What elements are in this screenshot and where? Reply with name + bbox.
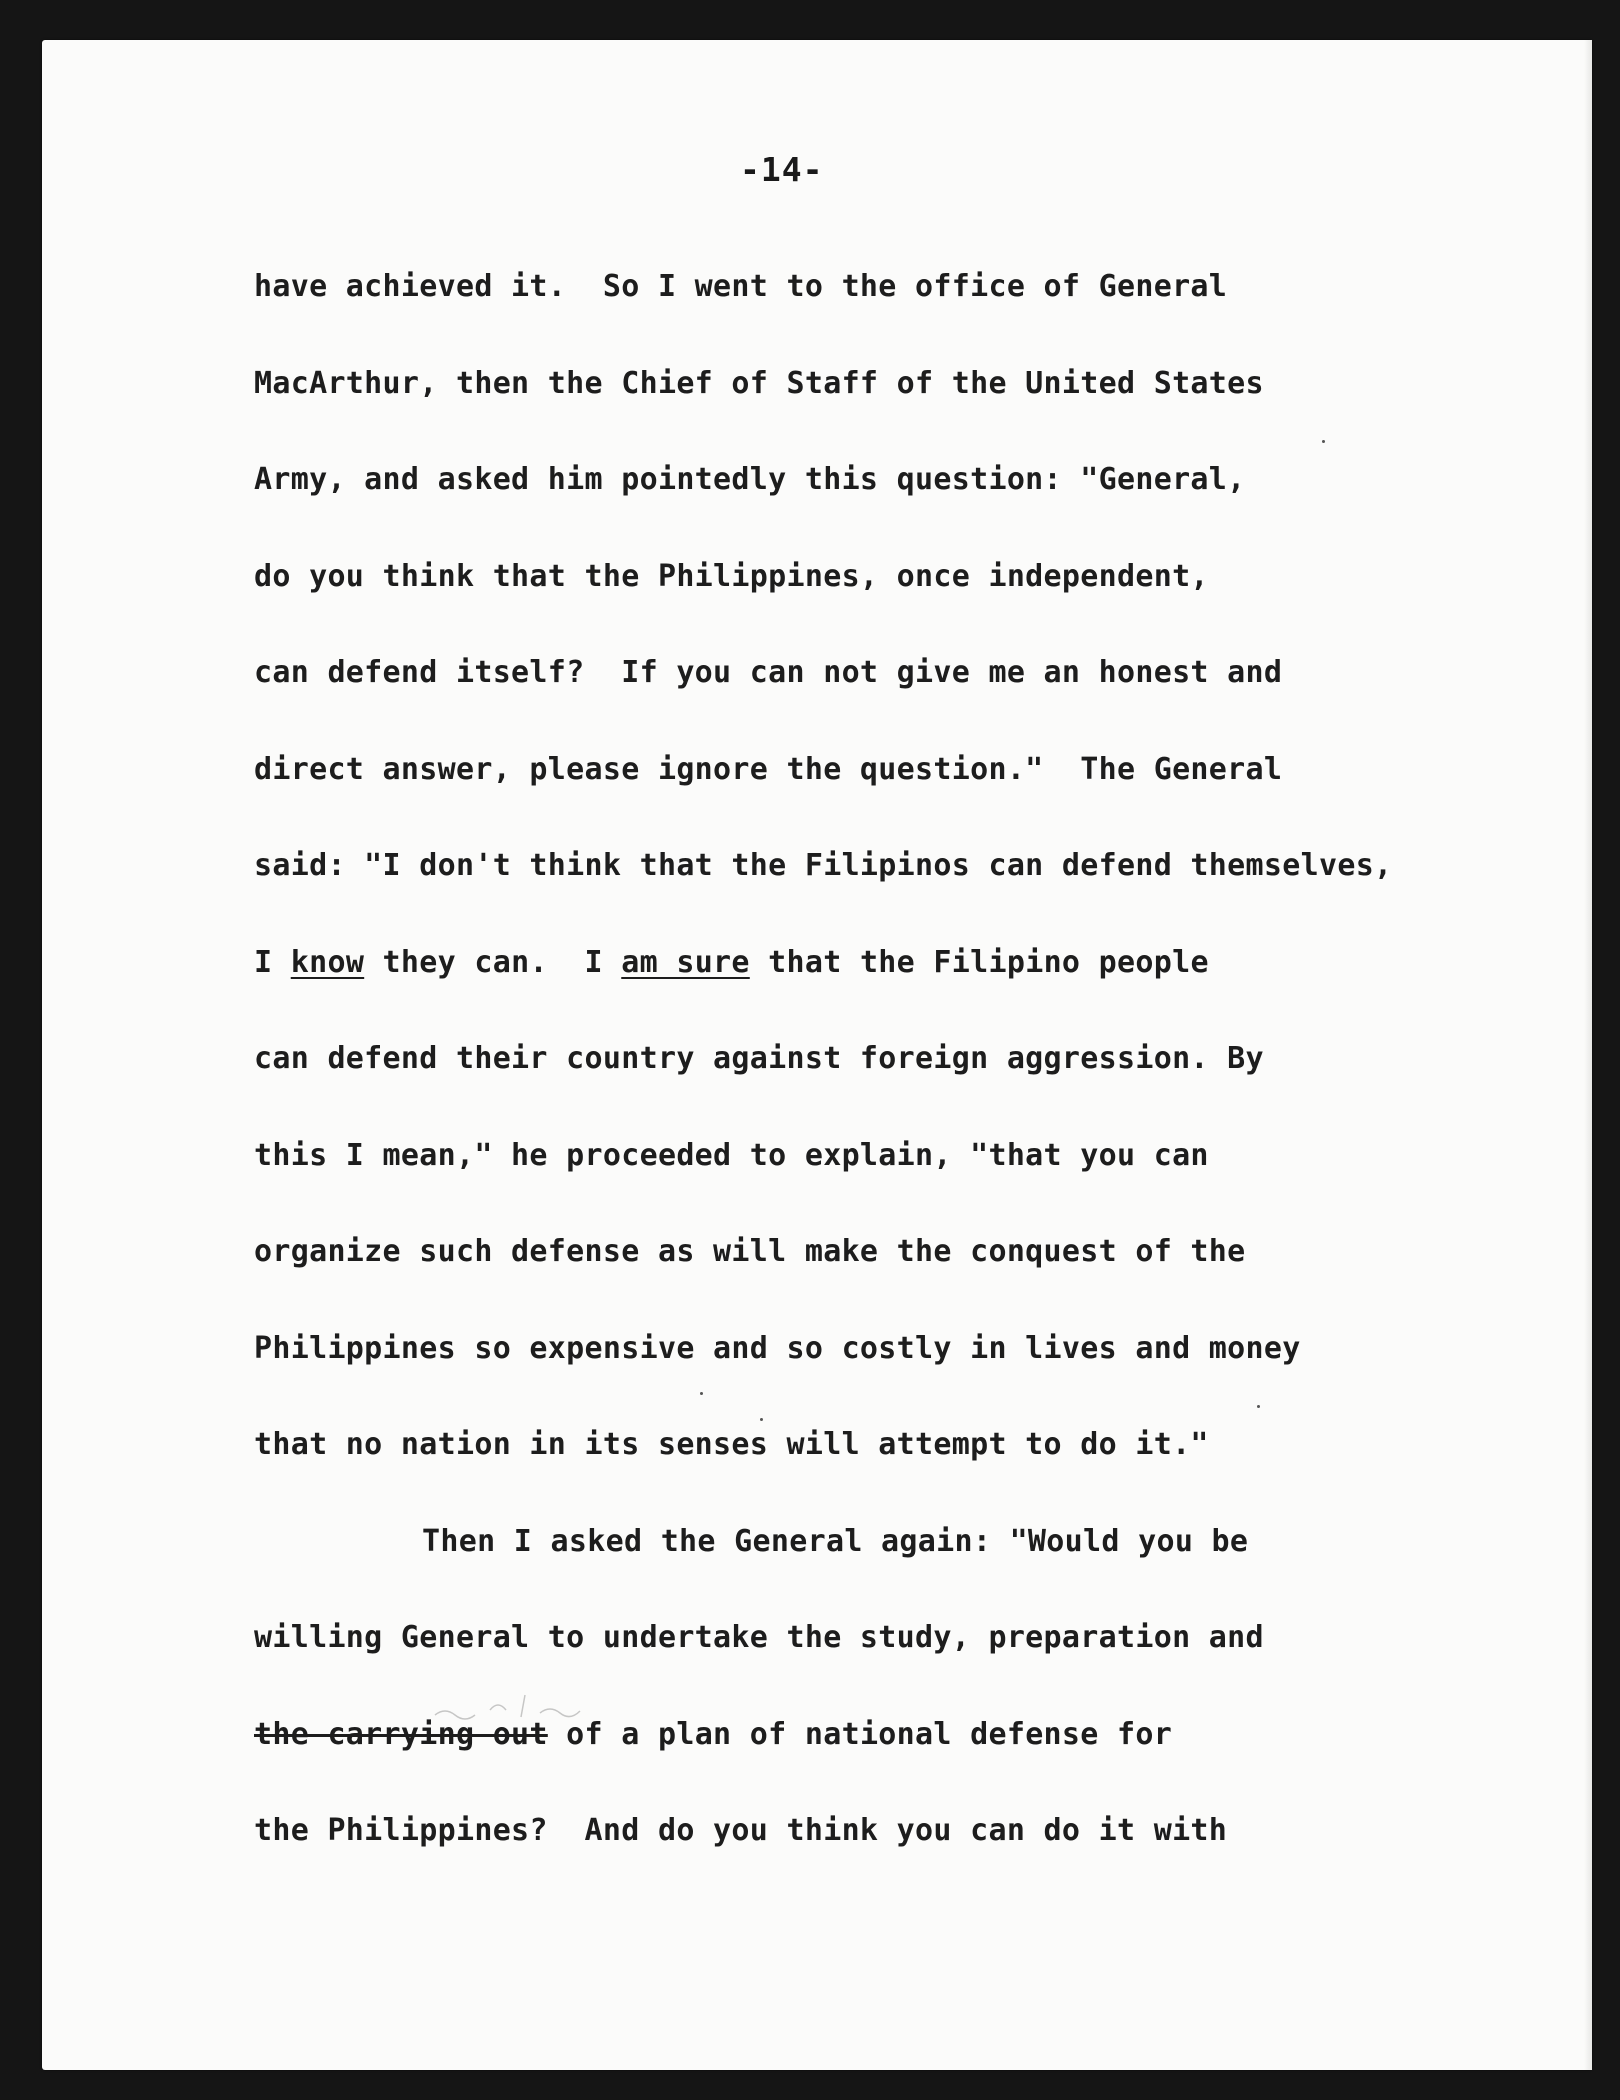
text-line (254, 461, 1246, 499)
underlined-text: know (290, 945, 365, 980)
text-segment: I (254, 945, 291, 980)
page-edge (1584, 40, 1592, 2070)
text-segment: they can. I (364, 945, 622, 980)
text-line (254, 944, 1209, 982)
text-line (254, 558, 1209, 596)
text-segment: Army, and asked him pointedly this question: "General, (254, 462, 1246, 497)
text-segment: of a plan of national defense for (547, 1717, 1173, 1752)
underlined-text: am sure (621, 945, 750, 980)
text-segment: Philippines so expensive and so costly in lives and money (254, 1331, 1301, 1366)
text-line (254, 1716, 1172, 1754)
text-line (254, 1137, 1209, 1175)
text-segment: direct answer, please ignore the question." The General (254, 752, 1283, 787)
text-segment: said: "I don't think that the Filipinos can defend themselves, (254, 848, 1393, 883)
text-segment: can defend itself? If you can not give me an honest and (254, 655, 1283, 690)
text-line (254, 1330, 1301, 1368)
struck-through-text: the carrying out (254, 1717, 548, 1752)
text-segment: Then I asked the General again: "Would you be (422, 1524, 1249, 1559)
page-number: -14- (740, 150, 824, 189)
text-segment: this I mean," he proceeded to explain, "that you can (254, 1138, 1209, 1173)
text-line (254, 365, 1264, 403)
text-segment: have achieved it. So I went to the office of General (254, 269, 1228, 304)
text-line (254, 1812, 1227, 1850)
text-line (254, 1040, 1264, 1078)
text-segment: willing General to undertake the study, preparation and (254, 1620, 1264, 1655)
text-line (422, 1523, 1248, 1561)
text-segment: MacArthur, then the Chief of Staff of the United States (254, 366, 1264, 401)
pencil-annotation (430, 1685, 600, 1725)
text-segment: that no nation in its senses will attempt to do it." (254, 1427, 1209, 1462)
text-line (254, 654, 1282, 692)
paper-speck (760, 1418, 763, 1421)
text-segment: the Philippines? And do you think you can do it with (254, 1813, 1228, 1848)
text-line (254, 751, 1282, 789)
text-line (254, 847, 1392, 885)
paper-speck (1257, 1405, 1260, 1408)
text-line (254, 1426, 1209, 1464)
paper-speck (1322, 440, 1325, 443)
paper-speck (700, 1392, 703, 1395)
text-segment: that the Filipino people (749, 945, 1209, 980)
text-segment: can defend their country against foreign aggression. By (254, 1041, 1264, 1076)
text-segment: organize such defense as will make the conquest of the (254, 1234, 1246, 1269)
text-line (254, 1233, 1246, 1271)
text-segment: do you think that the Philippines, once independent, (254, 559, 1209, 594)
text-line (254, 1619, 1264, 1657)
text-line (254, 268, 1227, 306)
